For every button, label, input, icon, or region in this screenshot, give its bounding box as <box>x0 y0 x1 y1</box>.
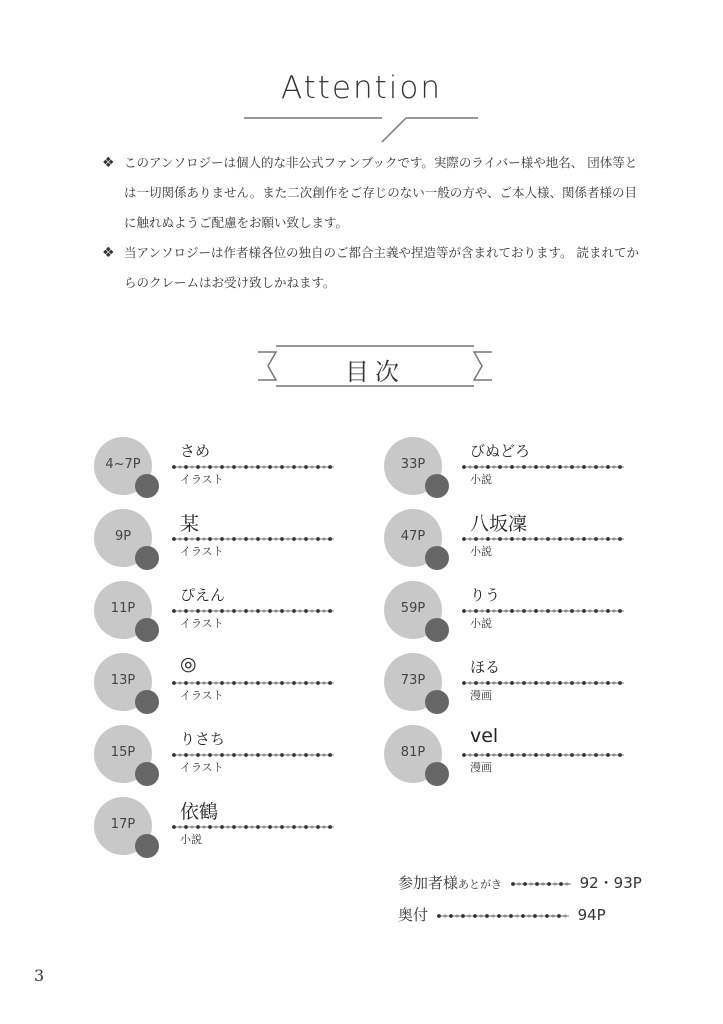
page-number: 3 <box>34 966 45 985</box>
toc-entry <box>94 725 354 797</box>
attention-notes <box>102 148 642 298</box>
contributor-name: 八坂凜 <box>470 513 528 535</box>
contributor-name: びぬどろ <box>470 442 531 460</box>
dotted-rule <box>462 679 624 687</box>
diamond-bullet-icon: ❖ <box>102 155 115 171</box>
contributor-name: 依鶴 <box>180 801 219 823</box>
page-range: 47P <box>400 529 426 544</box>
toc-entry <box>94 797 354 869</box>
dotted-rule <box>172 823 334 831</box>
toc-entry <box>384 725 644 797</box>
dotted-leader <box>511 880 571 888</box>
contributor-name: ほる <box>470 658 501 676</box>
dotted-rule <box>172 535 334 543</box>
page-range: 4~7P <box>105 457 141 472</box>
dark-dot-decoration <box>425 474 449 498</box>
page-range: 17P <box>110 817 136 832</box>
page-range: 15P <box>110 745 136 760</box>
dotted-rule <box>462 535 624 543</box>
toc-title: 目次 <box>345 358 405 386</box>
dotted-rule <box>172 463 334 471</box>
contributor-name: ぴえん <box>180 586 226 604</box>
attention-note-1 <box>102 148 642 238</box>
afterword-pages: 92・93P <box>579 874 642 892</box>
contributor-name: vel <box>470 725 499 747</box>
contributor-name: りう <box>470 586 501 604</box>
work-type: イラスト <box>180 689 224 702</box>
dotted-leader <box>437 912 569 920</box>
dotted-rule <box>172 751 334 759</box>
dark-dot-decoration <box>425 546 449 570</box>
note-text: このアンソロジーは個人的な非公式ファンブックです。実際のライバー様や地名、 団体等とは一切関係ありません。また二次創作をご存じのない一般の方や、ご本人様、関係者様の目に触れぬようご配慮をお願い致します。 <box>124 155 638 230</box>
dark-dot-decoration <box>135 762 159 786</box>
toc-entry <box>384 581 644 653</box>
attention-title: Attention <box>280 70 443 106</box>
toc-entry <box>94 509 354 581</box>
page-range: 11P <box>110 601 136 616</box>
dotted-rule <box>462 751 624 759</box>
toc-heading <box>258 342 492 400</box>
toc-entry <box>94 581 354 653</box>
dark-dot-decoration <box>135 690 159 714</box>
work-type: イラスト <box>180 617 224 630</box>
work-type: イラスト <box>180 761 224 774</box>
work-type: 漫画 <box>470 689 492 702</box>
toc-entry <box>94 653 354 725</box>
diamond-bullet-icon: ❖ <box>102 245 115 261</box>
afterword-entry <box>398 872 642 893</box>
dark-dot-decoration <box>135 618 159 642</box>
page-range: 59P <box>400 601 426 616</box>
page-range: 73P <box>400 673 426 688</box>
dark-dot-decoration <box>425 690 449 714</box>
dotted-rule <box>462 607 624 615</box>
contributor-name: りさち <box>180 730 226 748</box>
toc-entry <box>384 437 644 509</box>
dark-dot-decoration <box>135 546 159 570</box>
work-type: 小説 <box>470 545 492 558</box>
dark-dot-decoration <box>425 762 449 786</box>
note-text: 当アンソロジーは作者様各位の独自のご都合主義や捏造等が含まれております。 読まれてからのクレームはお受け致しかねます。 <box>124 245 639 290</box>
dotted-rule <box>172 679 334 687</box>
dark-dot-decoration <box>135 834 159 858</box>
page-range: 9P <box>114 529 132 544</box>
contributor-name: ◎ <box>180 653 197 675</box>
afterword-label-small: あとがき <box>458 878 503 891</box>
work-type: 小説 <box>180 833 202 846</box>
work-type: 小説 <box>470 617 492 630</box>
contributor-name: 某 <box>180 513 200 535</box>
toc-entry <box>384 653 644 725</box>
work-type: イラスト <box>180 473 224 486</box>
work-type: イラスト <box>180 545 224 558</box>
dotted-rule <box>462 463 624 471</box>
work-type: 小説 <box>470 473 492 486</box>
page-range: 33P <box>400 457 426 472</box>
title-underline-decoration <box>240 108 480 144</box>
dark-dot-decoration <box>135 474 159 498</box>
colophon-label: 奥付 <box>398 906 429 924</box>
dark-dot-decoration <box>425 618 449 642</box>
page-range: 81P <box>400 745 426 760</box>
dotted-rule <box>172 607 334 615</box>
attention-note-2 <box>102 238 642 298</box>
work-type: 漫画 <box>470 761 492 774</box>
toc-entry <box>94 437 354 509</box>
contributor-name: さめ <box>180 442 211 460</box>
toc-entry <box>384 509 644 581</box>
colophon-entry <box>398 904 606 925</box>
afterword-label: 参加者様 <box>398 874 459 892</box>
page-range: 13P <box>110 673 136 688</box>
colophon-pages: 94P <box>577 906 606 924</box>
